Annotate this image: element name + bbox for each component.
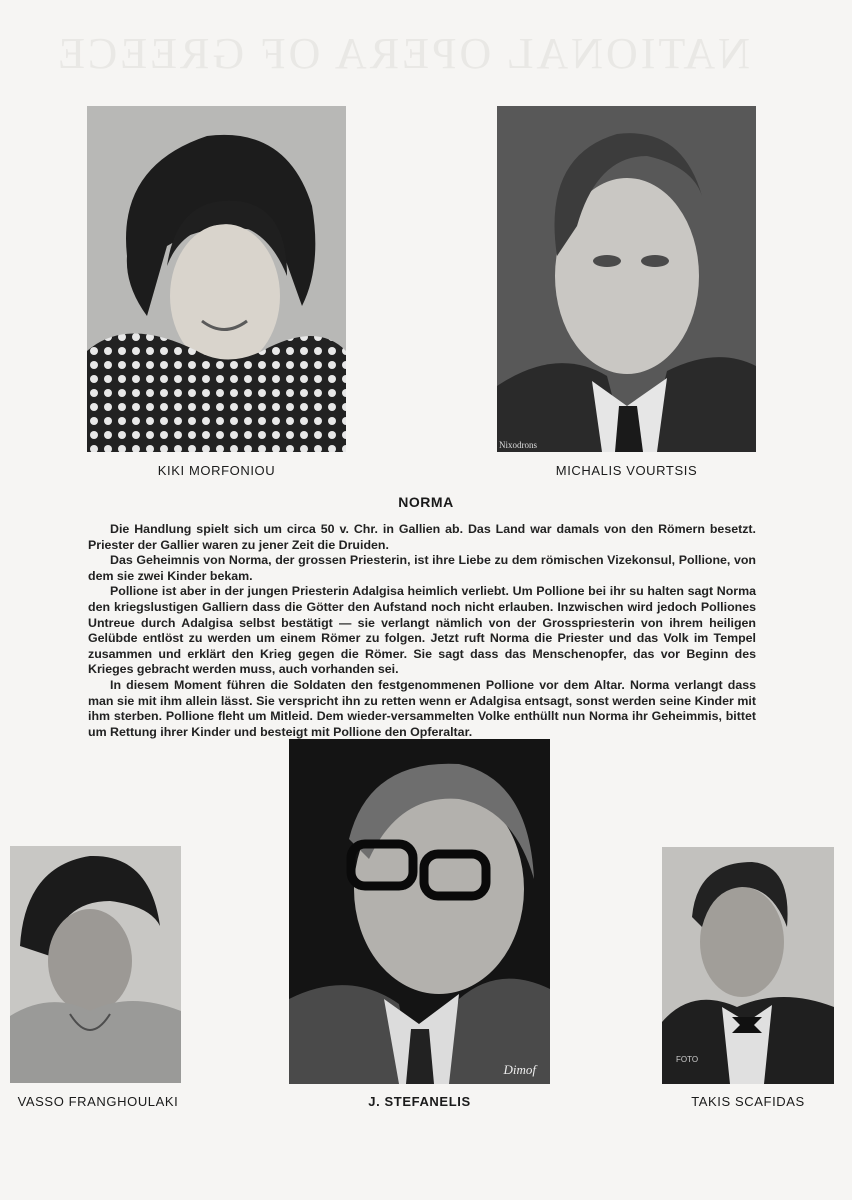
article-title: NORMA: [398, 494, 454, 510]
caption-michalis-vourtsis: MICHALIS VOURTSIS: [555, 463, 698, 478]
portrait-vasso-franghoulaki: [10, 846, 181, 1083]
photographer-stamp: Nixodrons: [499, 440, 537, 450]
article-body: [88, 522, 756, 740]
caption-vasso-franghoulaki: VASSO FRANGHOULAKI: [17, 1094, 179, 1109]
paragraph: In diesem Moment führen die Soldaten den festgenommenen Pollione vor dem Altar. Norma verlangt dass man sie mit ihm allein lässt. Sie verspricht ihn zu retten wenn er Adalgisa entsagt, sonst werden seine Kinder mit ihm sterben. Pollione fleht um Mitleid. Dem wieder-versammelten Volke enthüllt nun Norma ihr Geheimmis, bittet um Rettung ihrer Kinder und besteigt mit Pollione den Opferaltar.: [88, 677, 756, 739]
caption-j-stefanelis: J. STEFANELIS: [368, 1094, 471, 1109]
caption-kiki-morfoniou: KIKI MORFONIOU: [157, 463, 276, 478]
bleed-through-heading: NATIONAL OPERA OF GREECE: [55, 29, 750, 78]
portrait-takis-scafidas: [662, 847, 834, 1084]
caption-takis-scafidas: TAKIS SCAFIDAS: [691, 1094, 805, 1109]
paragraph: Das Geheimnis von Norma, der grossen Priesterin, ist ihre Liebe zu dem römischen Vizekonsul, Pollione, von dem sie zwei Kinder bekam.: [88, 553, 756, 583]
portrait-kiki-morfoniou: [87, 106, 346, 452]
photographer-signature: Dimof: [503, 1062, 536, 1077]
paragraph: Pollione ist aber in der jungen Priesterin Adalgisa heimlich verliebt. Um Pollione bei ihr su halten sagt Norma den kriegslustigen Galliern dass die Götter den Aufstand noch nicht erlauben. Inzwischen wird jedoch Polliones Untreue durch Adalgisa selbst bestätigt — sie verlangt nämlich von der Grosspriesterin von ihrem heiligen Gelübde entlöst zu werden um einem Römer zu folgen. Jetzt ruft Norma die Priester und das Volk im Tempel zusammen und erklärt den Krieg gegen die Römer. Sie sagt dass das Menschenopfer, das vor Beginn des Krieges gebracht werden muss, auch vorhanden sei.: [88, 584, 756, 677]
portrait-michalis-vourtsis: [497, 106, 756, 452]
photographer-stamp: FOTO: [676, 1055, 699, 1064]
portrait-j-stefanelis: [289, 739, 550, 1084]
paragraph: Die Handlung spielt sich um circa 50 v. Chr. in Gallien ab. Das Land war damals von den Römern besetzt. Priester der Gallier waren zu jener Zeit die Druiden.: [88, 522, 756, 552]
